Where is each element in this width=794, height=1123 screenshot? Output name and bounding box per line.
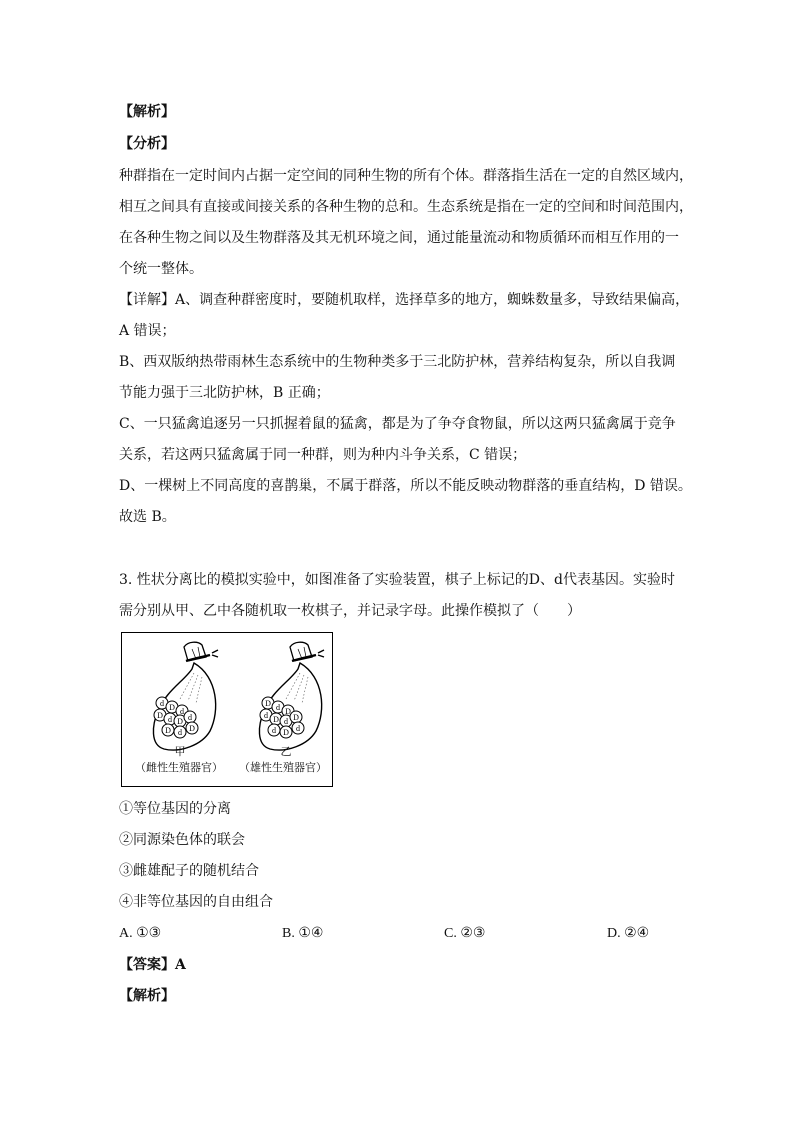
jiexi-heading-2: 【解析】 (119, 988, 175, 1004)
chess-letter: d (180, 707, 184, 716)
left-bag-icon (153, 642, 218, 750)
detail-line: 【详解】A、调查种群密度时，要随机取样，选择草多的地方，蜘蛛数量多，导致结果偏高， (119, 292, 690, 308)
detail-line: C、一只猛禽追逐另一只抓握着鼠的猛禽，都是为了争夺食物鼠，所以这两只猛禽属于竞争 (119, 416, 676, 432)
chess-letter: D (165, 726, 171, 735)
chess-letter: d (168, 715, 172, 724)
chess-letter: d (276, 703, 280, 712)
chess-letter: d (296, 724, 300, 733)
right-bag-label: 乙 (280, 745, 292, 758)
option-label: A. (119, 926, 133, 941)
option-value: ①③ (136, 926, 162, 941)
option-value: ①④ (298, 926, 324, 941)
chess-letter: D (169, 703, 175, 712)
experiment-figure (121, 632, 333, 787)
detail-line: A 错误； (119, 323, 176, 339)
detail-line: D、一棵树上不同高度的喜鹊巢，不属于群落，所以不能反映动物群落的垂直结构，D 错误。 (119, 478, 692, 494)
chess-letter: D (285, 707, 291, 716)
detail-line: B、西双版纳热带雨林生态系统中的生物种类多于三北防护林，营养结构复杂，所以自我调 (119, 354, 676, 370)
option-c[interactable] (444, 924, 485, 944)
option-label: C. (444, 926, 457, 941)
chess-letter: d (264, 711, 268, 720)
right-bag-icon (259, 642, 324, 750)
chess-letter: d (188, 713, 192, 722)
option-value: ②③ (460, 926, 486, 941)
analysis-line: 种群指在一定时间内占据一定空间的同种生物的所有个体。群落指生活在一定的自然区域内， (119, 168, 693, 184)
option-label: B. (282, 926, 295, 941)
option-b[interactable] (282, 924, 323, 944)
fenxi-heading: 【分析】 (119, 136, 175, 152)
option-a[interactable] (119, 924, 161, 944)
item-line: ②同源染色体的联会 (119, 832, 245, 848)
left-bag-label: 甲 (174, 745, 186, 758)
chess-letter: D (189, 724, 195, 733)
chess-letter: D (157, 711, 163, 720)
analysis-line: 个统一整体。 (119, 261, 203, 277)
chess-letter: d (272, 726, 276, 735)
option-d[interactable] (607, 924, 649, 944)
detail-line: 节能力强于三北防护林，B 正确； (119, 385, 330, 401)
analysis-line: 在各种生物之间以及生物群落及其无机环境之间，通过能量流动和物质循环而相互作用的一 (119, 230, 679, 246)
detail-line: 关系，若这两只猛禽属于同一种群，则为种内斗争关系，C 错误； (119, 447, 527, 463)
chess-letter: D (177, 717, 183, 726)
chess-letter: D (293, 713, 299, 722)
right-bag-caption: （雄性生殖器官） (239, 761, 327, 774)
item-line: ①等位基因的分离 (119, 801, 231, 817)
chess-letter: d (160, 699, 164, 708)
detail-line: 故选 B。 (119, 509, 176, 525)
chess-letter: d (178, 728, 182, 737)
chess-letter: D (283, 728, 289, 737)
question-stem-line: 需分别从甲、乙中各随机取一枚棋子，并记录字母。此操作模拟了（ ） (119, 603, 581, 619)
answer-line: 【答案】A (119, 957, 186, 973)
item-line: ④非等位基因的自由组合 (119, 894, 273, 910)
jiexi-heading: 【解析】 (119, 104, 175, 120)
analysis-line: 相互之间具有直接或间接关系的各种生物的总和。生态系统是指在一定的空间和时间范围内， (119, 199, 693, 215)
left-bag-caption: （雌性生殖器官） (135, 761, 223, 774)
question-stem-line: 3. 性状分离比的模拟实验中，如图准备了实验装置，棋子上标记的D、d代表基因。实验时 (119, 572, 675, 588)
chess-letter: D (265, 699, 271, 708)
chess-letter: D (273, 715, 279, 724)
chess-letter: d (284, 717, 288, 726)
option-value: ②④ (624, 926, 650, 941)
item-line: ③雌雄配子的随机结合 (119, 863, 259, 879)
option-label: D. (607, 926, 621, 941)
